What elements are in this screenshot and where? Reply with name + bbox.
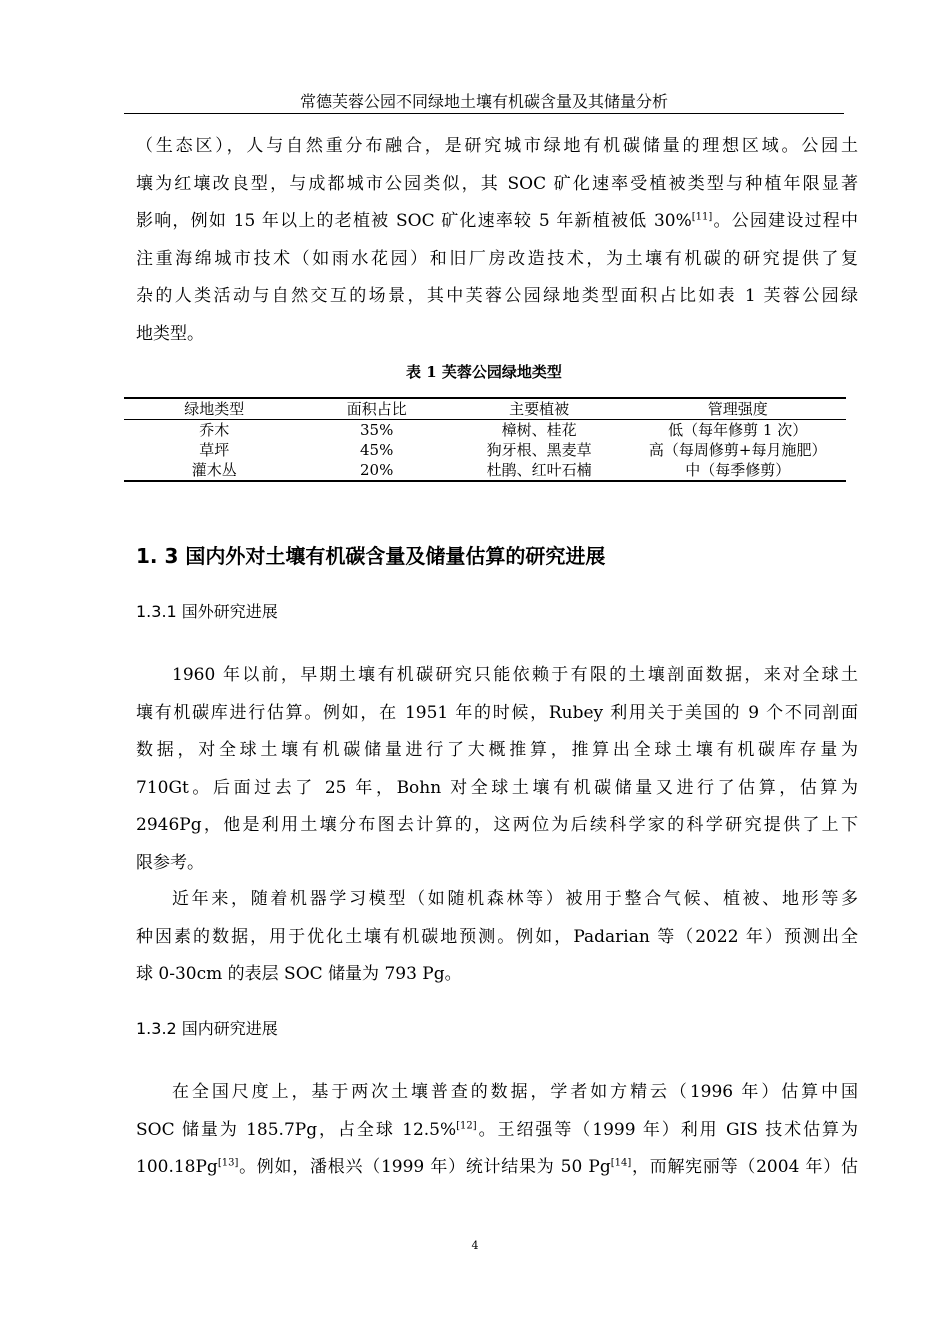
greenland-type-table <box>124 397 846 482</box>
table-row <box>124 460 846 481</box>
paragraph-foreign-1 <box>136 657 858 882</box>
column-header: 主要植被 <box>509 400 570 418</box>
text-line: 数据，对全球土壤有机碳储量进行了大概推算，推算出全球土壤有机碳库存量为 <box>136 740 858 760</box>
text-line: 影响，例如 15 年以上的老植被 SOC 矿化速率较 5 年新植被低 30%[11]。公园建设过程中 <box>136 211 859 231</box>
text-line: 种因素的数据，用于优化土壤有机碳地预测。例如，Padarian 等（2022 年）预测出全 <box>136 926 858 947</box>
text-line: 壤有机碳库进行估算。例如，在 1951 年的时候，Rubey 利用关于美国的 9 个不同剖面 <box>136 702 858 723</box>
table-cell: 草坪 <box>199 441 230 459</box>
column-header: 面积占比 <box>346 400 407 418</box>
table-cell: 中（每季修剪） <box>685 461 791 479</box>
citation-ref: [11] <box>691 211 713 223</box>
citation-ref: [14] <box>610 1157 632 1169</box>
text-line: 壤为红壤改良型，与成都城市公园类似，其 SOC 矿化速率受植被类型与种植年限显著 <box>136 173 858 194</box>
table-cell: 樟树、桂花 <box>501 421 577 439</box>
citation-ref: [12] <box>456 1119 477 1131</box>
paragraph-intro <box>136 128 858 353</box>
table-cell: 20% <box>360 461 394 479</box>
text-line: 100.18Pg[13]。例如，潘根兴（1999 年）统计结果为 50 Pg[14]，而解宪丽等（2004 年）估 <box>136 1157 858 1177</box>
section-heading-1-3: 1. 3 国内外对土壤有机碳含量及储量估算的研究进展 <box>136 544 606 568</box>
table-cell: 35% <box>360 421 394 439</box>
page-number: 4 <box>471 1239 479 1252</box>
text-line: 球 0-30cm 的表层 SOC 储量为 793 Pg。 <box>136 964 462 984</box>
text-line: 2946Pg，他是利用土壤分布图去计算的，这两位为后续科学家的科学研究提供了上下 <box>136 815 858 835</box>
table-cell: 杜鹃、红叶石楠 <box>486 461 592 479</box>
header-rule <box>124 113 844 114</box>
table-cell: 狗牙根、黑麦草 <box>486 441 592 459</box>
text-line: 地类型。 <box>136 323 204 344</box>
table-row <box>124 440 846 460</box>
running-header: 常德芙蓉公园不同绿地土壤有机碳含量及其储量分析 <box>299 92 668 111</box>
paragraph-domestic-1 <box>136 1074 858 1187</box>
text-line: 在全国尺度上，基于两次土壤普查的数据，学者如方精云（1996 年）估算中国 <box>172 1082 858 1102</box>
table-cell: 灌木丛 <box>191 461 237 479</box>
table-cell: 低（每年修剪 1 次） <box>668 421 808 439</box>
table-row <box>124 420 846 441</box>
text-line: 近年来，随着机器学习模型（如随机森林等）被用于整合气候、植被、地形等多 <box>172 889 858 909</box>
paragraph-foreign-2 <box>136 881 858 994</box>
table-caption: 表 1 芙蓉公园绿地类型 <box>406 363 562 381</box>
column-header: 绿地类型 <box>184 400 245 418</box>
subsection-heading-1-3-1: 1.3.1 国外研究进展 <box>136 602 278 621</box>
text-line: 710Gt。后面过去了 25 年，Bohn 对全球土壤有机碳储量又进行了估算，估算为 <box>136 777 858 798</box>
text-line: 注重海绵城市技术（如雨水花园）和旧厂房改造技术，为土壤有机碳的研究提供了复 <box>136 248 858 269</box>
table-header-row <box>124 398 846 420</box>
column-header: 管理强度 <box>707 400 768 418</box>
table-cell: 乔木 <box>199 421 230 439</box>
table-cell: 高（每周修剪+每月施肥） <box>648 441 827 459</box>
table-cell: 45% <box>360 441 394 459</box>
citation-ref: [13] <box>217 1157 239 1169</box>
text-line: 限参考。 <box>136 852 204 873</box>
text-line: 1960 年以前，早期土壤有机碳研究只能依赖于有限的土壤剖面数据，来对全球土 <box>172 665 858 685</box>
text-line: （生态区），人与自然重分布融合，是研究城市绿地有机碳储量的理想区域。公园土 <box>136 136 858 156</box>
text-line: 杂的人类活动与自然交互的场景，其中芙蓉公园绿地类型面积占比如表 1 芙蓉公园绿 <box>136 286 858 306</box>
subsection-heading-1-3-2: 1.3.2 国内研究进展 <box>136 1019 278 1038</box>
text-line: SOC 储量为 185.7Pg，占全球 12.5%[12]。王绍强等（1999 年）利用 GIS 技术估算为 <box>136 1119 859 1140</box>
